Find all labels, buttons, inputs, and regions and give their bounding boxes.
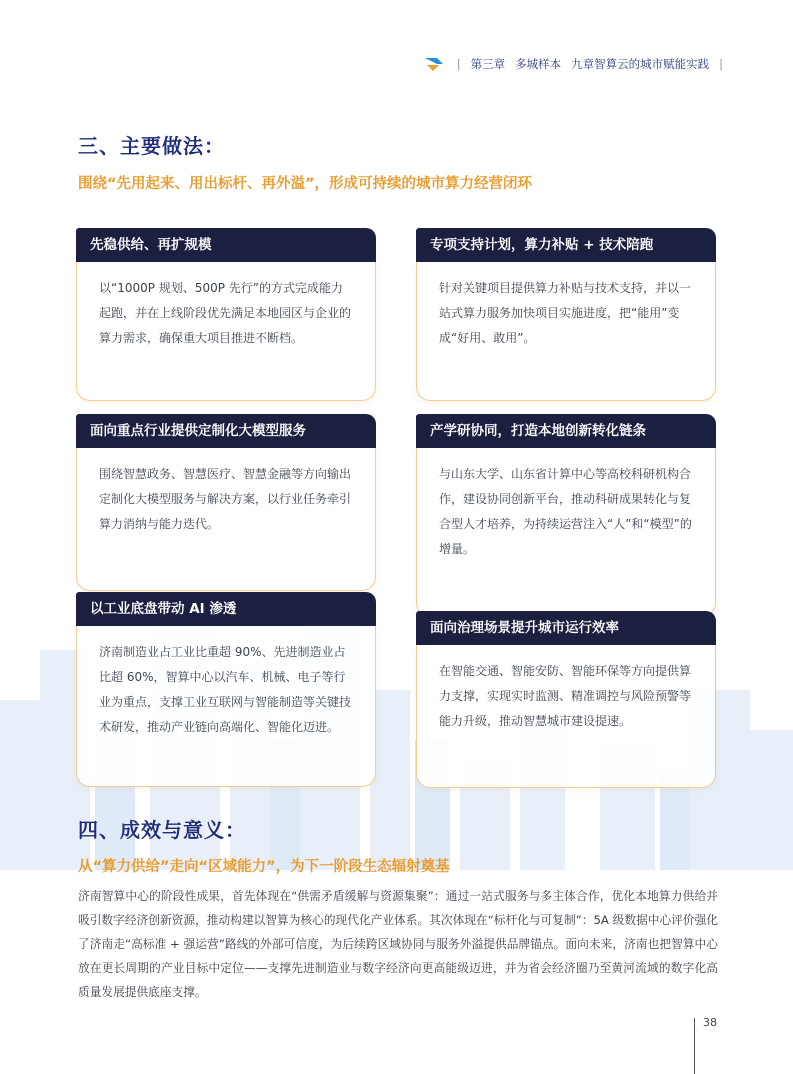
card-title: 面向治理场景提升城市运行效率 <box>416 611 716 645</box>
section3-subtitle: 围绕“先用起来、用出标杆、再外溢”，形成可持续的城市算力经营闭环 <box>78 176 533 192</box>
header-title: 九章智算云的城市赋能实践 <box>571 57 710 71</box>
card-industrial-ai <box>76 592 376 787</box>
card-stable-supply <box>76 228 376 401</box>
card-text: 针对关键项目提供算力补贴与技术支持，并以一站式算力服务加快项目实施进度，把“能用”变成“好用、敢用”。 <box>416 262 716 401</box>
header-chapter: 第三章 <box>470 57 506 71</box>
header-sub: 多城样本 <box>515 57 562 71</box>
page-number-rule <box>694 1018 695 1074</box>
card-title: 先稳供给、再扩规模 <box>76 228 376 262</box>
section4-subtitle: 从“算力供给”走向“区域能力”，为下一阶段生态辐射奠基 <box>78 859 450 875</box>
running-header <box>423 52 723 76</box>
brand-logo-icon <box>423 54 447 74</box>
card-title: 面向重点行业提供定制化大模型服务 <box>76 414 376 448</box>
header-divider-end: | <box>719 57 723 71</box>
card-special-support <box>416 228 716 401</box>
card-text: 以“1000P 规划、500P 先行”的方式完成能力起跑，并在上线阶段优先满足本地园区与企业的算力需求，确保重大项目推进不断档。 <box>76 262 376 401</box>
card-governance <box>416 611 716 788</box>
card-text: 与山东大学、山东省计算中心等高校科研机构合作，建设协同创新平台，推动科研成果转化与复合型人才培养，为持续运营注入“人”和“模型”的增量。 <box>416 448 716 617</box>
card-text: 围绕智慧政务、智慧医疗、智慧金融等方向输出定制化大模型服务与解决方案，以行业任务牵引算力消纳与能力迭代。 <box>76 448 376 591</box>
card-title: 以工业底盘带动 AI 渗透 <box>76 592 376 626</box>
card-title: 专项支持计划，算力补贴 + 技术陪跑 <box>416 228 716 262</box>
section3-title: 三、主要做法： <box>78 134 225 158</box>
section4-title: 四、成效与意义： <box>78 818 246 842</box>
card-text: 济南制造业占工业比重超 90%、先进制造业占比超 60%，智算中心以汽车、机械、电子等行业为重点，支撑工业互联网与智能制造等关键技术研发，推动产业链向高端化、智能化迈进。 <box>76 626 376 787</box>
card-industry-models <box>76 414 376 591</box>
header-divider: | <box>456 57 461 71</box>
card-industry-academia <box>416 414 716 617</box>
page-number: 38 <box>703 1016 717 1029</box>
section4-paragraph: 济南智算中心的阶段性成果，首先体现在“供需矛盾缓解与资源集聚”：通过一站式服务与多主体合作，优化本地算力供给并吸引数字经济创新资源，推动构建以智算为核心的现代化产业体系。其次体现在“标杆化与可复制”：5A 级数据中心评价强化了济南走“高标准 + 强运营”路线的外部可信度，为后续跨区域协同与服务外溢提供品牌锚点。面向未来，济南也把智算中心放在更长周期的产业目标中定位——支撑先进制造业与数字经济向更高能级迈进，并为省会经济圈乃至黄河流域的数字化高质量发展提供底座支撑。 <box>78 889 718 999</box>
card-title: 产学研协同，打造本地创新转化链条 <box>416 414 716 448</box>
card-text: 在智能交通、智能安防、智能环保等方向提供算力支撑，实现实时监测、精准调控与风险预警等能力升级，推动智慧城市建设提速。 <box>416 645 716 788</box>
